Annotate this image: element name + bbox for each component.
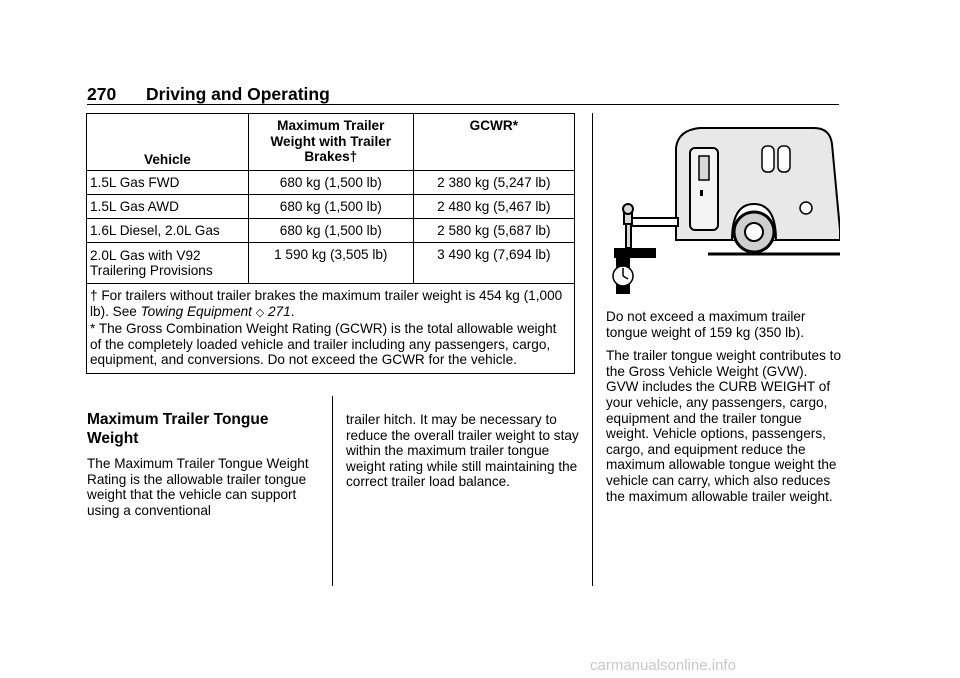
page-number: 270 bbox=[87, 84, 117, 104]
right-column-text bbox=[606, 309, 842, 512]
footnote-star: * The Gross Combination Weight Rating (GCWR) is the total allowable weight of the completely loaded vehicle and trailer including any passengers, cargo, equipment, and conversions. Do not exceed the GCWR for the vehicle. bbox=[90, 321, 557, 367]
section-heading: Maximum Trailer Tongue Weight bbox=[87, 411, 269, 447]
cell-gcwr: 2 380 kg (5,247 lb) bbox=[413, 171, 574, 195]
body-paragraph: Do not exceed a maximum trailer tongue weight of 159 kg (350 lb). bbox=[606, 309, 806, 340]
column-header-max-trailer-weight-text: Maximum Trailer Weight with Trailer Brakes† bbox=[270, 118, 392, 164]
watermark: carmanualsonline.info bbox=[590, 657, 736, 674]
cell-gcwr: 2 480 kg (5,467 lb) bbox=[413, 195, 574, 219]
body-paragraph: The trailer tongue weight contributes to the Gross Vehicle Weight (GVW). GVW includes the CURB WEIGHT of your vehicle, any passengers, cargo, equipment and the trailer tongue weight. Vehicle options, passengers, cargo, and equipment reduce the maximum allowable tongue weight the vehicle can carry, which also reduces the maximum allowable trailer weight. bbox=[606, 348, 842, 504]
cell-gcwr: 3 490 kg (7,694 lb) bbox=[413, 243, 574, 284]
table-row bbox=[87, 219, 575, 243]
scale-icon bbox=[613, 248, 656, 294]
cell-max-trailer-weight: 680 kg (1,500 lb) bbox=[248, 195, 413, 219]
cell-vehicle-text: 2.0L Gas with V92 Trailering Provisions bbox=[90, 247, 213, 278]
table-row bbox=[87, 195, 575, 219]
cell-vehicle: 1.5L Gas FWD bbox=[87, 171, 249, 195]
footnote-dagger bbox=[90, 288, 570, 321]
column-divider bbox=[332, 396, 333, 586]
column-header-gcwr: GCWR* bbox=[413, 114, 574, 171]
table-row bbox=[87, 243, 575, 284]
column-header-max-trailer-weight bbox=[248, 114, 413, 171]
body-paragraph-continued: trailer hitch. It may be necessary to reduce the overall trailer weight to stay within the maximum trailer tongue weight rating while still maintaining the correct trailer load balance. bbox=[346, 412, 579, 490]
page-header bbox=[87, 82, 839, 105]
body-paragraph: The Maximum Trailer Tongue Weight Rating is the allowable trailer tongue weight that the vehicle can support using a conventional bbox=[87, 456, 309, 518]
towing-equipment-link[interactable]: Towing Equipment bbox=[140, 303, 252, 319]
table-footnotes bbox=[87, 284, 575, 374]
section-title: Driving and Operating bbox=[146, 84, 330, 104]
page-ref-icon: ◇ bbox=[255, 306, 265, 319]
trailer-tongue-weight-illustration bbox=[604, 118, 840, 296]
cell-max-trailer-weight: 1 590 kg (3,505 lb) bbox=[248, 243, 413, 284]
footnote-dagger-end: . bbox=[290, 303, 295, 319]
trailer-tongue bbox=[623, 204, 678, 248]
table-header-row bbox=[87, 114, 575, 171]
cell-max-trailer-weight: 680 kg (1,500 lb) bbox=[248, 219, 413, 243]
cell-max-trailer-weight: 680 kg (1,500 lb) bbox=[248, 171, 413, 195]
cell-vehicle: 1.6L Diesel, 2.0L Gas bbox=[87, 219, 249, 243]
table-footnotes-row bbox=[87, 284, 575, 374]
cell-vehicle: 1.5L Gas AWD bbox=[87, 195, 249, 219]
footnote-page-ref[interactable]: 271 bbox=[268, 303, 291, 319]
footnote-dagger-text: † For trailers without trailer brakes the maximum trailer weight is 454 kg (1,000 lb). See bbox=[90, 288, 563, 319]
table-row bbox=[87, 171, 575, 195]
cell-gcwr: 2 580 kg (5,687 lb) bbox=[413, 219, 574, 243]
trailer-weight-table bbox=[86, 113, 575, 374]
column-header-vehicle: Vehicle bbox=[87, 114, 249, 171]
column-divider bbox=[592, 113, 593, 586]
trailer-wheel bbox=[734, 212, 774, 252]
cell-vehicle bbox=[87, 243, 249, 284]
